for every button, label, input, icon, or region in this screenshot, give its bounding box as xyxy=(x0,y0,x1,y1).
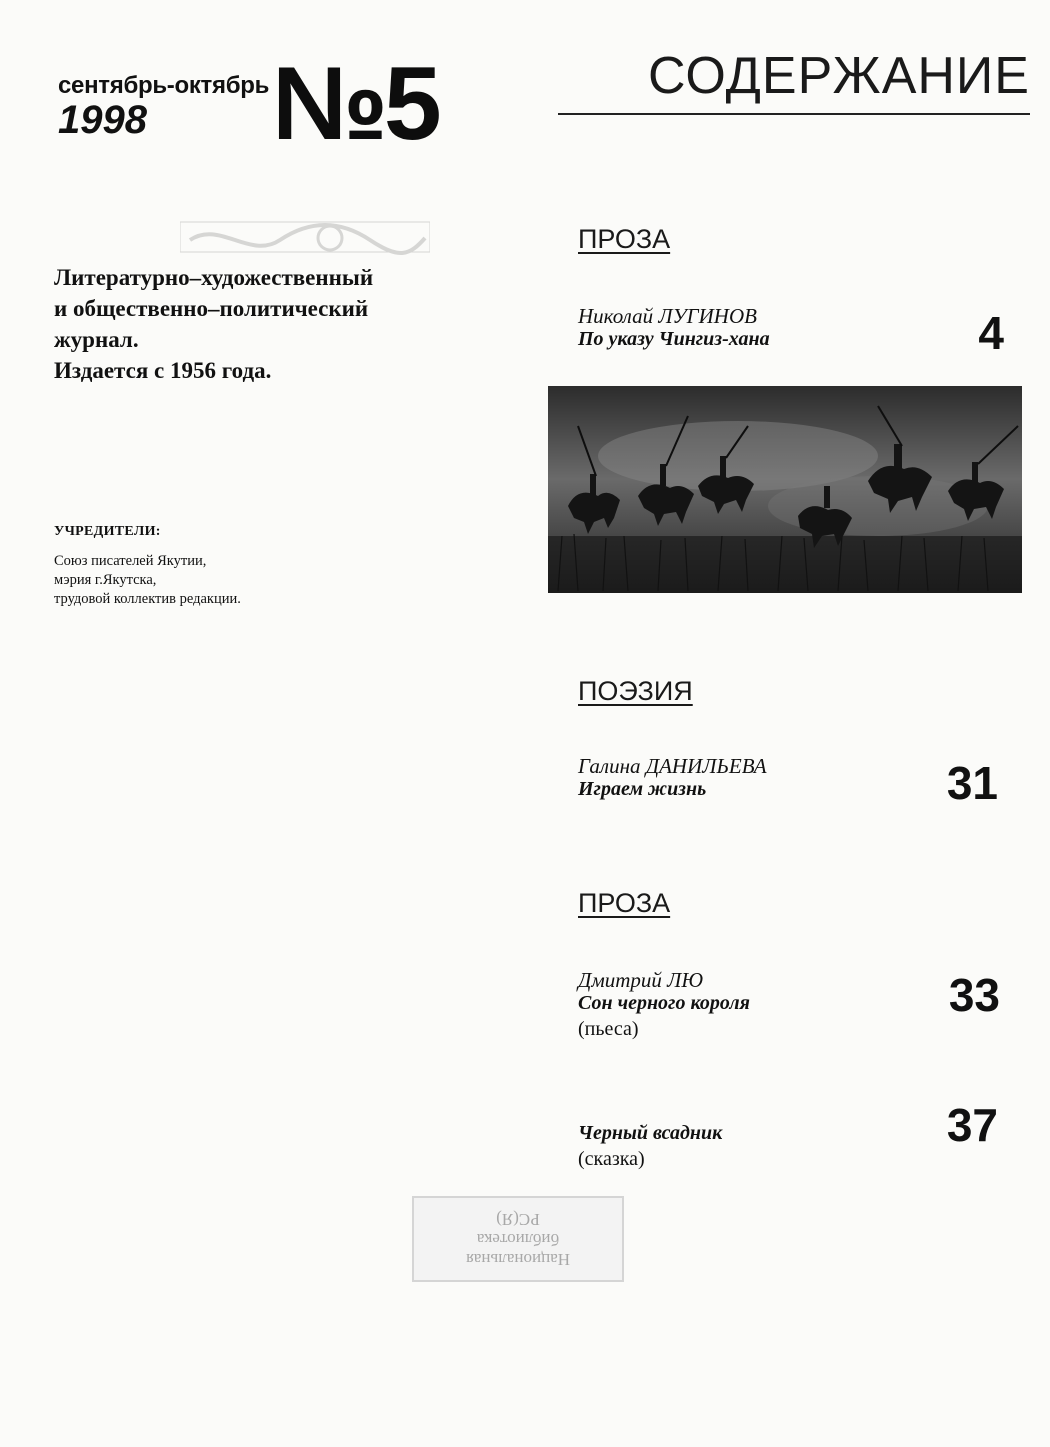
issue-year: 1998 xyxy=(58,98,147,142)
section-heading-poetry: ПОЭЗИЯ xyxy=(578,676,693,706)
entry-genre: (сказка) xyxy=(578,1148,645,1170)
entry-title: Черный всадник xyxy=(578,1122,723,1144)
issue-number: №5 xyxy=(272,46,438,162)
bleed-through-mark xyxy=(180,210,430,270)
entry-page-number: 37 xyxy=(946,1099,998,1151)
entry-author: Дмитрий ЛЮ xyxy=(578,968,704,992)
founders-list xyxy=(54,552,241,609)
journal-description xyxy=(54,262,474,386)
library-stamp xyxy=(412,1196,624,1282)
entry-title: Играем жизнь xyxy=(578,778,707,800)
section-heading-prose: ПРОЗА xyxy=(578,888,671,918)
entry-title: По указу Чингиз-хана xyxy=(578,328,770,350)
stamp-line: библиотека xyxy=(476,1230,560,1249)
entry-author: Николай ЛУГИНОВ xyxy=(578,304,757,328)
founder-line: трудовой коллектив редакции. xyxy=(54,591,241,607)
description-line: Издается с 1956 года. xyxy=(54,358,272,383)
title-rule xyxy=(558,113,1030,115)
entry-title: Сон черного короля xyxy=(578,992,750,1014)
issue-period: сентябрь-октябрь xyxy=(58,72,270,99)
entry-page-number: 4 xyxy=(978,307,1004,359)
entry-genre: (пьеса) xyxy=(578,1018,639,1040)
stamp-line: Национальная xyxy=(466,1250,571,1269)
founder-line: Союз писателей Якутии, xyxy=(54,553,207,569)
description-line: журнал. xyxy=(54,327,139,352)
entry-author: Галина ДАНИЛЬЕВА xyxy=(578,754,767,778)
founder-line: мэрия г.Якутска, xyxy=(54,572,157,588)
founders-heading: УЧРЕДИТЕЛИ: xyxy=(54,524,161,539)
section-heading-prose: ПРОЗА xyxy=(578,224,671,254)
description-line: и общественно–политический xyxy=(54,296,369,321)
entry-page-number: 33 xyxy=(948,969,1000,1021)
toc-title: СОДЕРЖАНИЕ xyxy=(647,47,1030,105)
entry-page-number: 31 xyxy=(946,757,998,809)
description-line: Литературно–художественный xyxy=(54,265,374,290)
battle-illustration xyxy=(548,386,1022,593)
stamp-line: РС(Я) xyxy=(496,1210,540,1229)
illustration-image xyxy=(548,386,1022,593)
